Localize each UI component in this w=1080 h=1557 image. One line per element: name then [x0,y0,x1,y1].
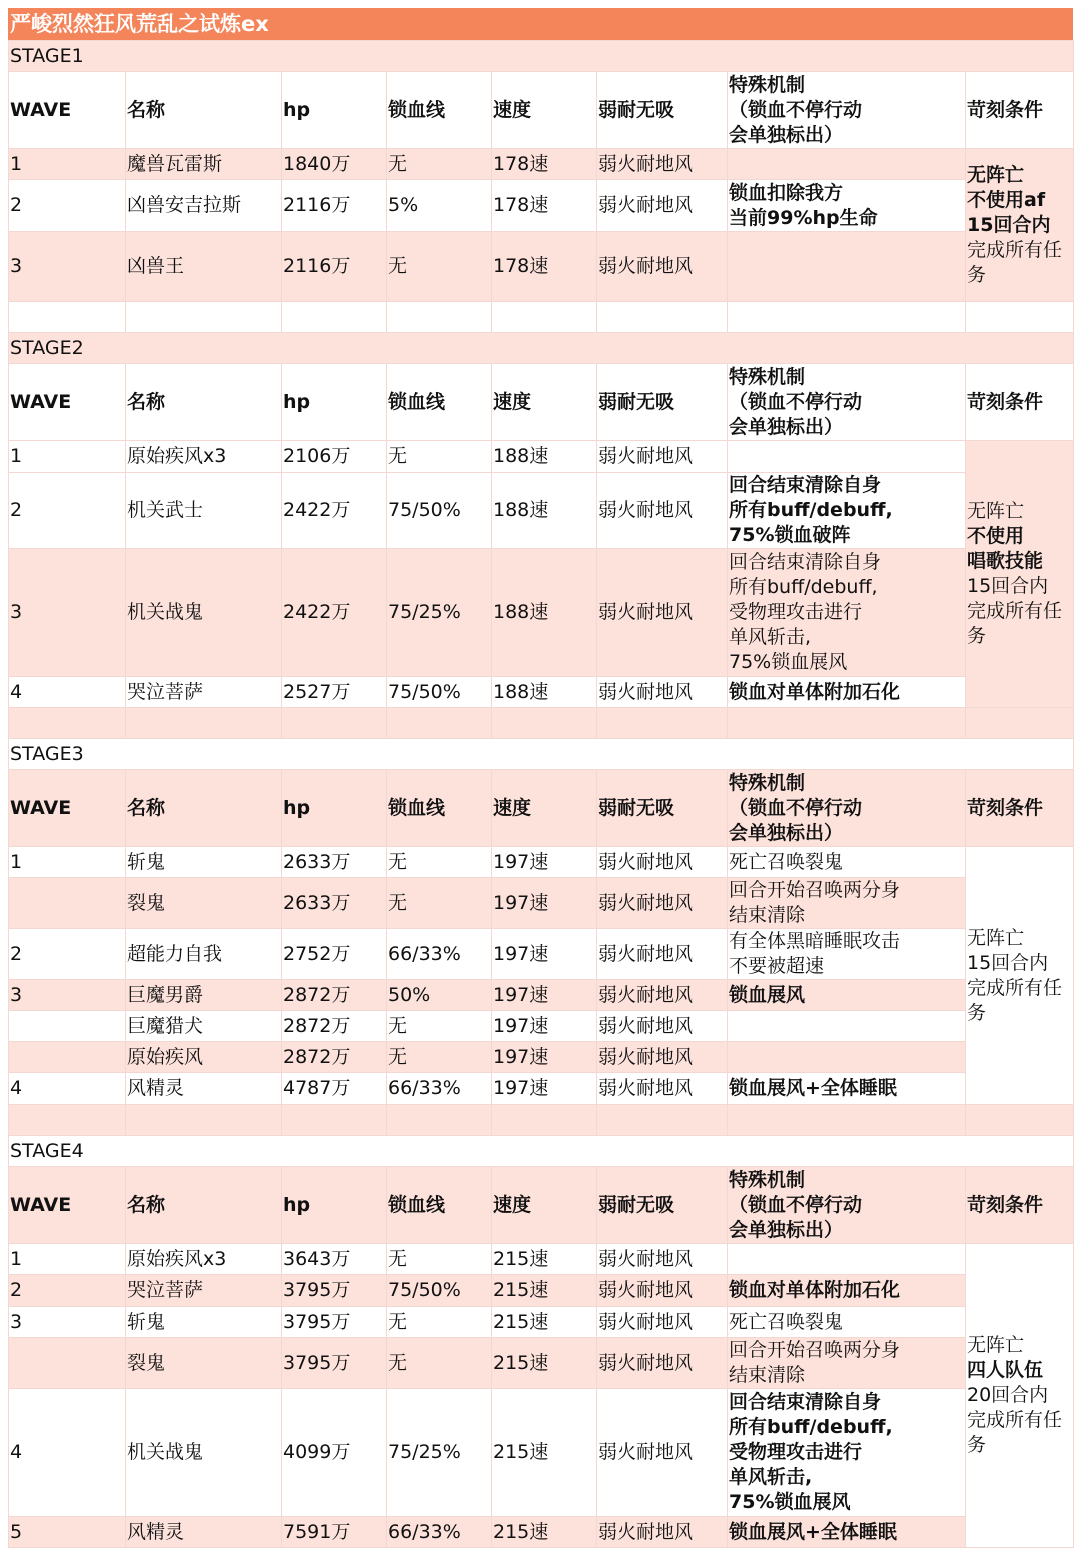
cell-wave[interactable] [9,1338,126,1389]
cell-wave[interactable]: 4 [9,677,126,708]
cell-lock[interactable]: 无 [387,149,492,180]
cell-speed[interactable]: 188速 [492,677,597,708]
cell-wave[interactable]: 3 [9,549,126,677]
empty-cell[interactable] [387,708,492,739]
condition-line: 20回合内 [967,1384,1049,1406]
cell-hp[interactable]: 2872万 [282,1042,387,1073]
cell-lock[interactable]: 75/25% [387,549,492,677]
cell-weak[interactable]: 弱火耐地风 [597,1307,728,1338]
cell-weak[interactable]: 弱火耐地风 [597,1517,728,1548]
cell-mech[interactable]: 死亡召唤裂鬼 [728,847,966,878]
cell-lock[interactable]: 无 [387,441,492,473]
cell-condition[interactable] [966,441,1074,708]
sheet-title: 严峻烈然狂风荒乱之试炼ex [8,8,1073,40]
cell-mech[interactable] [728,1042,966,1073]
cell-name[interactable]: 巨魔猎犬 [126,1011,282,1042]
cell-weak[interactable]: 弱火耐地风 [597,847,728,878]
cell-hp[interactable]: 2872万 [282,1011,387,1042]
cell-hp[interactable]: 3795万 [282,1307,387,1338]
cell-name[interactable]: 原始疾风x3 [126,441,282,473]
condition-line: 完成所有任务 [967,1409,1063,1456]
cell-lock[interactable]: 无 [387,1011,492,1042]
table-row [9,878,1074,929]
cell-wave[interactable]: 4 [9,1073,126,1105]
cell-weak[interactable]: 弱火耐地风 [597,1042,728,1073]
cell-weak[interactable]: 弱火耐地风 [597,149,728,180]
cell-lock[interactable]: 5% [387,180,492,232]
stage-label[interactable]: STAGE3 [9,739,1074,770]
cell-lock[interactable]: 无 [387,232,492,302]
header-mech[interactable]: 特殊机制 （锁血不停行动 会单独标出） [728,770,966,847]
empty-cell[interactable] [9,302,126,333]
table-row [9,847,1074,878]
cell-lock[interactable]: 75/25% [387,1389,492,1517]
cell-weak[interactable]: 弱火耐地风 [597,232,728,302]
cell-hp[interactable]: 2116万 [282,232,387,302]
empty-cell[interactable] [387,1105,492,1136]
cell-mech[interactable] [728,149,966,180]
table-row [9,473,1074,549]
cell-speed[interactable]: 197速 [492,847,597,878]
condition-line: 完成所有任务 [967,238,1063,286]
cell-wave[interactable]: 1 [9,441,126,473]
header-weak[interactable]: 弱耐无吸 [597,1167,728,1244]
cell-hp[interactable]: 2116万 [282,180,387,232]
cell-lock[interactable]: 无 [387,847,492,878]
header-speed[interactable]: 速度 [492,1167,597,1244]
cell-speed[interactable]: 215速 [492,1517,597,1548]
header-mech[interactable]: 特殊机制 （锁血不停行动 会单独标出） [728,72,966,149]
cell-mech[interactable]: 锁血展风+全体睡眠 [728,1517,966,1548]
table-row [9,1307,1074,1338]
header-weak[interactable]: 弱耐无吸 [597,72,728,149]
cell-speed[interactable]: 197速 [492,1073,597,1105]
cell-name[interactable]: 斩鬼 [126,1307,282,1338]
condition-line: 无阵亡 [967,163,1025,186]
empty-cell[interactable] [9,1105,126,1136]
empty-cell[interactable] [966,1105,1074,1136]
table-row [9,1011,1074,1042]
cell-name[interactable]: 机关武士 [126,473,282,549]
cell-lock[interactable]: 无 [387,1338,492,1389]
empty-cell[interactable] [9,708,126,739]
cell-wave[interactable]: 3 [9,1307,126,1338]
cell-wave[interactable]: 1 [9,1244,126,1275]
cell-speed[interactable]: 215速 [492,1338,597,1389]
cell-wave[interactable]: 3 [9,980,126,1011]
condition-line: 15回合内 [967,951,1049,974]
cell-speed[interactable]: 197速 [492,878,597,929]
cell-wave[interactable]: 2 [9,473,126,549]
header-cond[interactable]: 苛刻条件 [966,1167,1074,1244]
cell-name[interactable]: 裂鬼 [126,1338,282,1389]
cell-hp[interactable]: 2752万 [282,929,387,980]
empty-cell[interactable] [966,302,1074,333]
cell-mech[interactable] [728,1244,966,1275]
cell-wave[interactable] [9,1042,126,1073]
cell-hp[interactable]: 2633万 [282,847,387,878]
cell-mech[interactable] [728,441,966,473]
header-name[interactable]: 名称 [126,770,282,847]
empty-cell[interactable] [282,708,387,739]
header-speed[interactable]: 速度 [492,364,597,441]
cell-weak[interactable]: 弱火耐地风 [597,1011,728,1042]
cell-hp[interactable]: 2422万 [282,549,387,677]
header-speed[interactable]: 速度 [492,72,597,149]
cell-speed[interactable]: 178速 [492,180,597,232]
header-hp[interactable]: hp [282,770,387,847]
cell-lock[interactable]: 75/50% [387,1275,492,1307]
cell-speed[interactable]: 197速 [492,980,597,1011]
cell-speed[interactable]: 188速 [492,441,597,473]
cell-speed[interactable]: 188速 [492,473,597,549]
cell-mech[interactable] [728,1011,966,1042]
table-row [9,677,1074,708]
stage-label[interactable]: STAGE4 [9,1136,1074,1167]
cell-wave[interactable]: 2 [9,1275,126,1307]
cell-weak[interactable]: 弱火耐地风 [597,980,728,1011]
condition-line: 无阵亡 [967,926,1025,949]
empty-cell[interactable] [126,302,282,333]
cell-mech[interactable]: 死亡召唤裂鬼 [728,1307,966,1338]
header-name[interactable]: 名称 [126,364,282,441]
table-row [9,1244,1074,1275]
cell-lock[interactable]: 75/50% [387,677,492,708]
cell-lock[interactable]: 无 [387,1042,492,1073]
cell-hp[interactable]: 3795万 [282,1338,387,1389]
header-speed[interactable]: 速度 [492,770,597,847]
condition-line: 四人队伍 [967,1359,1044,1381]
cell-wave[interactable]: 4 [9,1389,126,1517]
cell-mech[interactable]: 回合开始召唤两分身 结束清除 [728,1338,966,1389]
header-cond[interactable]: 苛刻条件 [966,770,1074,847]
table-row [9,441,1074,473]
cell-name[interactable]: 魔兽瓦雷斯 [126,149,282,180]
cell-lock[interactable]: 75/50% [387,473,492,549]
cell-lock[interactable]: 66/33% [387,1517,492,1548]
table-row [9,549,1074,677]
cell-name[interactable]: 风精灵 [126,1073,282,1105]
header-lock[interactable]: 锁血线 [387,364,492,441]
empty-cell[interactable] [597,1105,728,1136]
condition-line: 15回合内 [967,213,1051,236]
cell-wave[interactable]: 3 [9,232,126,302]
cell-condition[interactable] [966,847,1074,1105]
empty-cell[interactable] [492,302,597,333]
cell-mech[interactable]: 锁血对单体附加石化 [728,677,966,708]
cell-hp[interactable]: 2527万 [282,677,387,708]
cell-wave[interactable]: 2 [9,929,126,980]
empty-cell[interactable] [597,708,728,739]
header-hp[interactable]: hp [282,364,387,441]
cell-wave[interactable] [9,878,126,929]
condition-line: 不使用 [967,525,1025,547]
cell-weak[interactable]: 弱火耐地风 [597,1338,728,1389]
table-row [9,1517,1074,1548]
header-hp[interactable]: hp [282,1167,387,1244]
cell-speed[interactable]: 215速 [492,1389,597,1517]
cell-weak[interactable]: 弱火耐地风 [597,929,728,980]
cell-lock[interactable]: 无 [387,1307,492,1338]
empty-cell[interactable] [282,302,387,333]
cell-name[interactable]: 原始疾风 [126,1042,282,1073]
condition-line: 不使用af [967,188,1046,211]
cell-mech[interactable]: 锁血对单体附加石化 [728,1275,966,1307]
cell-mech[interactable]: 锁血展风+全体睡眠 [728,1073,966,1105]
cell-speed[interactable]: 178速 [492,149,597,180]
cell-lock[interactable]: 无 [387,878,492,929]
header-cond[interactable]: 苛刻条件 [966,364,1074,441]
cell-mech[interactable]: 回合结束清除自身 所有buff/debuff, 75%锁血破阵 [728,473,966,549]
table-row [9,180,1074,232]
header-mech[interactable]: 特殊机制 （锁血不停行动 会单独标出） [728,1167,966,1244]
cell-speed[interactable]: 215速 [492,1307,597,1338]
cell-mech[interactable]: 锁血展风 [728,980,966,1011]
header-name[interactable]: 名称 [126,1167,282,1244]
header-weak[interactable]: 弱耐无吸 [597,364,728,441]
cell-mech[interactable]: 回合开始召唤两分身 结束清除 [728,878,966,929]
stage-label[interactable]: STAGE1 [9,41,1074,72]
table-row [9,1389,1074,1517]
cell-weak[interactable]: 弱火耐地风 [597,473,728,549]
cell-hp[interactable]: 2422万 [282,473,387,549]
cell-weak[interactable]: 弱火耐地风 [597,549,728,677]
cell-speed[interactable]: 197速 [492,1042,597,1073]
header-cond[interactable]: 苛刻条件 [966,72,1074,149]
header-lock[interactable]: 锁血线 [387,1167,492,1244]
cell-weak[interactable]: 弱火耐地风 [597,878,728,929]
condition-line: 15回合内 完成所有任务 [967,575,1063,647]
cell-mech[interactable]: 回合结束清除自身 所有buff/debuff, 受物理攻击进行 单风斩击, 75%锁血展风 [728,1389,966,1517]
cell-hp[interactable]: 4787万 [282,1073,387,1105]
cell-speed[interactable]: 215速 [492,1244,597,1275]
cell-speed[interactable]: 215速 [492,1275,597,1307]
empty-cell[interactable] [282,1105,387,1136]
header-lock[interactable]: 锁血线 [387,72,492,149]
cell-weak[interactable]: 弱火耐地风 [597,441,728,473]
cell-weak[interactable]: 弱火耐地风 [597,1073,728,1105]
cell-speed[interactable]: 197速 [492,1011,597,1042]
table-row [9,1338,1074,1389]
empty-cell[interactable] [728,302,966,333]
cell-hp[interactable]: 7591万 [282,1517,387,1548]
empty-cell[interactable] [728,708,966,739]
cell-name[interactable]: 超能力自我 [126,929,282,980]
cell-name[interactable]: 凶兽王 [126,232,282,302]
cell-name[interactable]: 哭泣菩萨 [126,1275,282,1307]
cell-speed[interactable]: 197速 [492,929,597,980]
cell-name[interactable]: 裂鬼 [126,878,282,929]
header-wave[interactable]: WAVE [9,770,126,847]
cell-lock[interactable]: 无 [387,1244,492,1275]
cell-name[interactable]: 机关战鬼 [126,1389,282,1517]
cell-speed[interactable]: 178速 [492,232,597,302]
cell-name[interactable]: 巨魔男爵 [126,980,282,1011]
cell-lock[interactable]: 50% [387,980,492,1011]
empty-cell[interactable] [597,302,728,333]
table-row [9,1275,1074,1307]
table-row [9,1042,1074,1073]
cell-weak[interactable]: 弱火耐地风 [597,1275,728,1307]
empty-cell[interactable] [966,708,1074,739]
cell-weak[interactable]: 弱火耐地风 [597,1244,728,1275]
table-row [9,980,1074,1011]
header-mech[interactable]: 特殊机制 （锁血不停行动 会单独标出） [728,364,966,441]
header-hp[interactable]: hp [282,72,387,149]
cell-hp[interactable]: 4099万 [282,1389,387,1517]
cell-hp[interactable]: 3643万 [282,1244,387,1275]
condition-line: 无阵亡 [967,500,1025,522]
wave-table [8,40,1074,1548]
empty-cell[interactable] [126,708,282,739]
cell-condition[interactable] [966,149,1074,302]
condition-line: 唱歌技能 [967,550,1044,572]
cell-wave[interactable] [9,1011,126,1042]
cell-name[interactable]: 原始疾风x3 [126,1244,282,1275]
cell-weak[interactable]: 弱火耐地风 [597,1389,728,1517]
cell-name[interactable]: 风精灵 [126,1517,282,1548]
cell-name[interactable]: 斩鬼 [126,847,282,878]
table-row [9,232,1074,302]
cell-wave[interactable]: 1 [9,149,126,180]
cell-lock[interactable]: 66/33% [387,1073,492,1105]
cell-wave[interactable]: 2 [9,180,126,232]
cell-mech[interactable]: 锁血扣除我方 当前99%hp生命 [728,180,966,232]
empty-cell[interactable] [492,708,597,739]
cell-hp[interactable]: 2633万 [282,878,387,929]
table-row [9,929,1074,980]
header-wave[interactable]: WAVE [9,364,126,441]
cell-speed[interactable]: 188速 [492,549,597,677]
header-weak[interactable]: 弱耐无吸 [597,770,728,847]
cell-hp[interactable]: 2872万 [282,980,387,1011]
cell-name[interactable]: 哭泣菩萨 [126,677,282,708]
empty-cell[interactable] [492,1105,597,1136]
condition-line: 完成所有任务 [967,976,1063,1024]
cell-hp[interactable]: 3795万 [282,1275,387,1307]
empty-cell[interactable] [387,302,492,333]
cell-wave[interactable]: 5 [9,1517,126,1548]
header-lock[interactable]: 锁血线 [387,770,492,847]
table-row [9,1073,1074,1105]
cell-name[interactable]: 机关战鬼 [126,549,282,677]
cell-mech[interactable] [728,232,966,302]
cell-wave[interactable]: 1 [9,847,126,878]
cell-weak[interactable]: 弱火耐地风 [597,180,728,232]
spreadsheet [8,8,1073,1548]
cell-condition[interactable] [966,1244,1074,1548]
stage-label[interactable]: STAGE2 [9,333,1074,364]
cell-lock[interactable]: 66/33% [387,929,492,980]
cell-weak[interactable]: 弱火耐地风 [597,677,728,708]
cell-mech[interactable]: 回合结束清除自身 所有buff/debuff, 受物理攻击进行 单风斩击, 75%锁血展风 [728,549,966,677]
header-name[interactable]: 名称 [126,72,282,149]
cell-hp[interactable]: 2106万 [282,441,387,473]
cell-name[interactable]: 凶兽安吉拉斯 [126,180,282,232]
cell-hp[interactable]: 1840万 [282,149,387,180]
empty-cell[interactable] [728,1105,966,1136]
header-wave[interactable]: WAVE [9,1167,126,1244]
cell-mech[interactable]: 有全体黑暗睡眠攻击 不要被超速 [728,929,966,980]
header-wave[interactable]: WAVE [9,72,126,149]
table-row [9,149,1074,180]
condition-line: 无阵亡 [967,1334,1025,1356]
empty-cell[interactable] [126,1105,282,1136]
